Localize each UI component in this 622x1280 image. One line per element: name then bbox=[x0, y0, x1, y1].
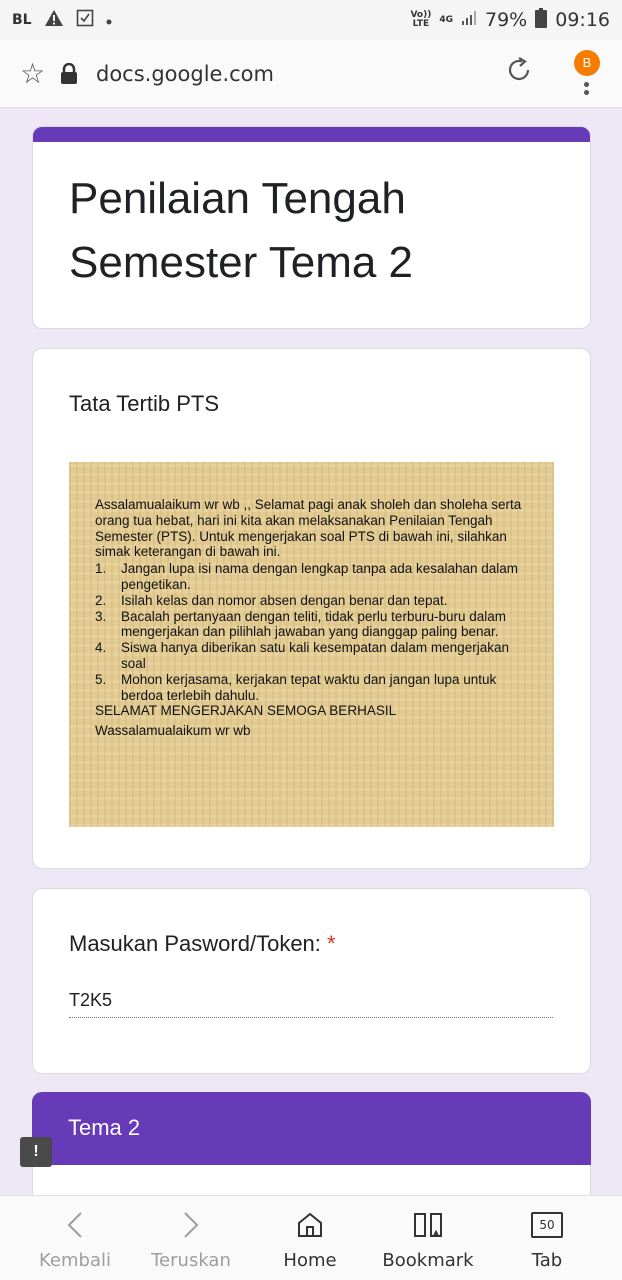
rule-text: Mohon kerjasama, kerjakan tepat waktu dan jangan lupa untuk berdoa terlebih dahulu. bbox=[121, 671, 497, 703]
tabs-label: Tab bbox=[531, 1250, 563, 1271]
tabs-button[interactable] bbox=[487, 1204, 607, 1271]
section-body bbox=[32, 1165, 591, 1195]
form-title-line1: Penilaian Tengah bbox=[69, 174, 406, 223]
rule-text: Bacalah pertanyaan dengan teliti, tidak perlu terburu-buru dalam mengerjakan dan pilihlah jawaban yang dianggap paling benar. bbox=[121, 608, 506, 640]
rule-item bbox=[95, 609, 526, 641]
signal-icon bbox=[461, 10, 477, 30]
rules-label: Tata Tertib PTS bbox=[69, 391, 219, 416]
rule-item bbox=[95, 593, 526, 609]
rule-item bbox=[95, 640, 526, 672]
chevron-right-icon bbox=[131, 1204, 251, 1246]
rule-item bbox=[95, 561, 526, 593]
rules-card bbox=[32, 348, 591, 869]
overflow-menu-button[interactable] bbox=[572, 54, 602, 94]
form-title-card bbox=[32, 126, 591, 329]
rule-number: 4. bbox=[95, 640, 107, 656]
volte-top-label: Vo)) bbox=[410, 10, 432, 20]
rule-number: 3. bbox=[95, 608, 107, 624]
rules-list bbox=[95, 561, 526, 703]
dot-icon bbox=[106, 11, 112, 29]
home-button[interactable] bbox=[250, 1204, 370, 1271]
bottom-navigation bbox=[0, 1195, 622, 1280]
menu-dot-icon bbox=[584, 82, 589, 87]
chevron-left-icon bbox=[15, 1204, 135, 1246]
checkbox-notification-icon bbox=[76, 9, 94, 31]
warning-icon bbox=[44, 9, 64, 31]
bookmark-star-icon[interactable]: ☆ bbox=[20, 58, 46, 89]
lock-icon[interactable] bbox=[60, 63, 96, 85]
back-button[interactable] bbox=[15, 1204, 135, 1271]
address-bar bbox=[0, 40, 622, 108]
book-icon bbox=[368, 1204, 488, 1246]
rule-number: 5. bbox=[95, 671, 107, 687]
home-icon bbox=[250, 1204, 370, 1246]
rule-text: Siswa hanya diberikan satu kali kesempatan dalam mengerjakan soal bbox=[121, 640, 509, 671]
token-question-card bbox=[32, 888, 591, 1074]
menu-dot-icon bbox=[584, 90, 589, 95]
battery-icon bbox=[535, 8, 547, 32]
tabs-icon bbox=[487, 1204, 607, 1246]
form-title bbox=[33, 142, 590, 295]
rule-number: 2. bbox=[95, 592, 107, 608]
rules-image bbox=[69, 462, 554, 827]
carrier-label: BL bbox=[12, 12, 32, 28]
required-asterisk: * bbox=[327, 931, 336, 956]
clock: 09:16 bbox=[555, 9, 610, 31]
reload-icon[interactable] bbox=[504, 55, 534, 93]
question-label bbox=[69, 931, 336, 957]
rule-text: Jangan lupa isi nama dengan lengkap tanpa ada kesalahan dalam pengetikan. bbox=[121, 561, 519, 592]
rules-signoff: Wassalamualaikum wr wb bbox=[95, 723, 251, 739]
rules-intro: Assalamualaikum wr wb ,, Selamat pagi anak sholeh dan sholeha serta orang tua hebat, hari ini kita akan melaksanakan Penilaian Tengah Semester (PTS). Untuk mengerjakan soal PTS di bawah ini, silahkan simak keterangan di bawah ini. bbox=[95, 497, 522, 560]
rule-item bbox=[95, 672, 526, 704]
rules-closing: SELAMAT MENGERJAKAN SEMOGA BERHASIL bbox=[95, 703, 397, 719]
volte-indicator bbox=[410, 11, 431, 29]
forward-button[interactable] bbox=[131, 1204, 251, 1271]
forward-label: Teruskan bbox=[151, 1250, 231, 1271]
status-bar bbox=[0, 0, 622, 40]
network-type-label: 4G bbox=[439, 14, 453, 25]
rule-text: Isilah kelas dan nomor absen dengan benar dan tepat. bbox=[121, 592, 448, 608]
bookmark-button[interactable] bbox=[368, 1204, 488, 1271]
home-label: Home bbox=[283, 1250, 337, 1271]
back-label: Kembali bbox=[39, 1250, 111, 1271]
section-header bbox=[32, 1092, 591, 1165]
token-input[interactable]: T2K5 bbox=[69, 990, 553, 1018]
update-badge: B bbox=[574, 50, 600, 76]
battery-percent: 79% bbox=[485, 9, 528, 31]
bookmark-label: Bookmark bbox=[382, 1250, 474, 1271]
rule-number: 1. bbox=[95, 561, 107, 577]
form-title-line2: Semester Tema 2 bbox=[69, 238, 414, 287]
tab-count: 50 bbox=[531, 1212, 563, 1238]
url-text[interactable]: docs.google.com bbox=[96, 61, 274, 86]
section-title: Tema 2 bbox=[68, 1115, 141, 1140]
report-feedback-icon[interactable]: ! bbox=[20, 1137, 52, 1167]
title-accent-bar bbox=[33, 127, 590, 142]
token-question-text: Masukan Pasword/Token: bbox=[69, 931, 321, 956]
volte-bottom-label: LTE bbox=[412, 19, 430, 29]
